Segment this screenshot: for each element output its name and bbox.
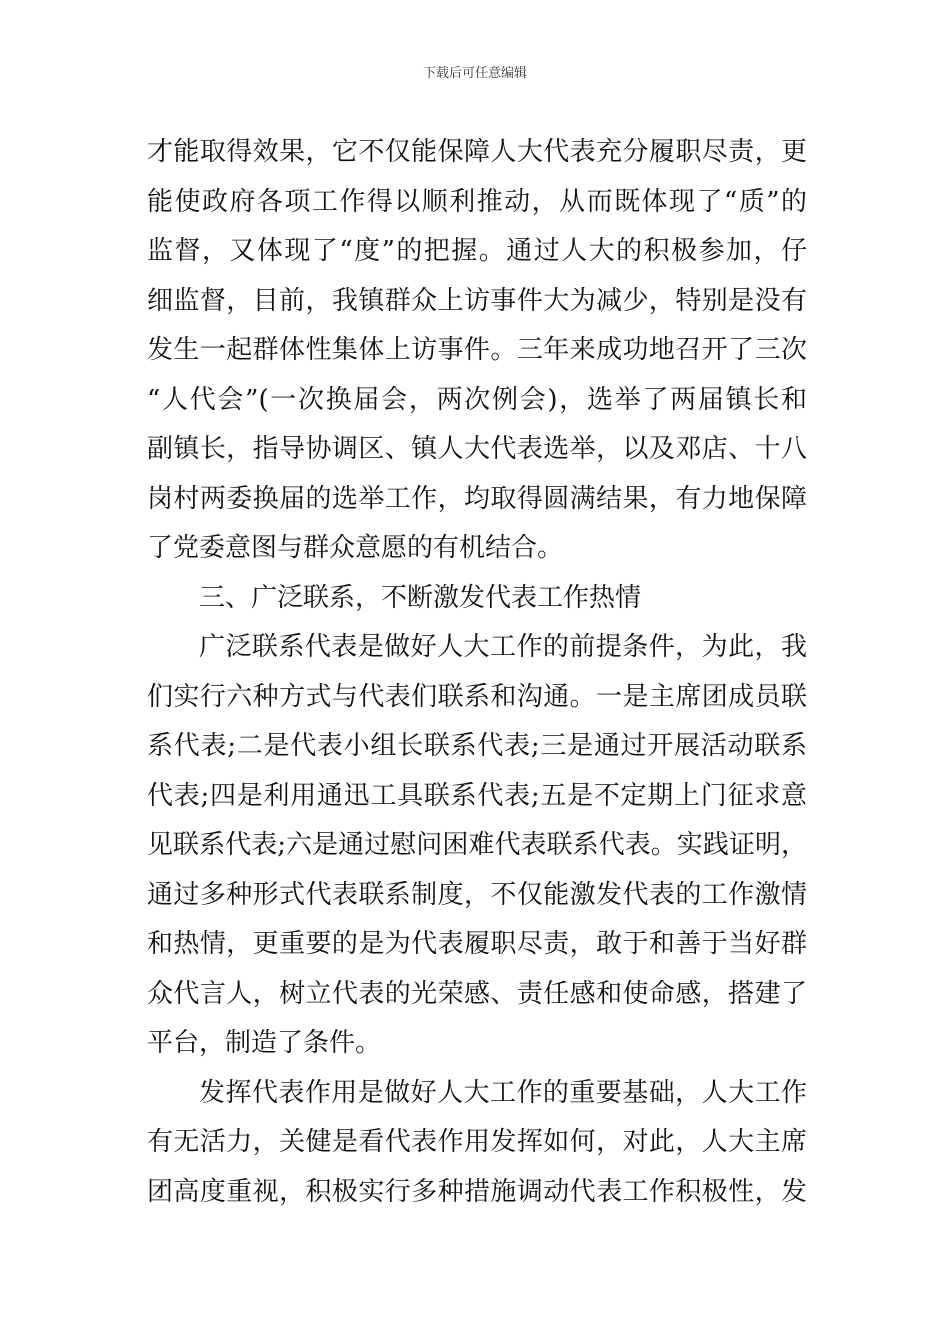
section-heading: 三、广泛联系，不断激发代表工作热情 bbox=[199, 582, 642, 613]
body-line: 见联系代表;六是通过慰问困难代表联系代表。实践证明， bbox=[147, 830, 807, 860]
paragraph-first-line: 广泛联系代表是做好人大工作的前提条件，为此，我 bbox=[199, 632, 807, 662]
body-line: 监督，又体现了“度”的把握。通过人大的积极参加，仔 bbox=[147, 236, 807, 266]
body-line: 们实行六种方式与代表们联系和沟通。一是主席团成员联 bbox=[147, 681, 807, 712]
paragraph-end-line: 平台，制造了条件。 bbox=[147, 1028, 382, 1058]
body-line: 团高度重视，积极实行多种措施调动代表工作积极性，发 bbox=[147, 1176, 807, 1207]
body-line: 副镇长，指导协调区、镇人大代表选举，以及邓店、十八 bbox=[147, 434, 807, 464]
body-line: 众代言人，树立代表的光荣感、责任感和使命感，搭建了 bbox=[147, 978, 807, 1009]
paragraph-end-line: 了党委意图与群众意愿的有机结合。 bbox=[147, 533, 564, 563]
body-line: 岗村两委换届的选举工作，均取得圆满结果，有力地保障 bbox=[147, 483, 807, 514]
body-line: 发生一起群体性集体上访事件。三年来成功地召开了三次 bbox=[147, 335, 807, 365]
body-line: 才能取得效果，它不仅能保障人大代表充分履职尽责，更 bbox=[147, 137, 807, 167]
page-header: 下载后可任意编辑 bbox=[422, 66, 527, 81]
body-line: 代表;四是利用通迅工具联系代表;五是不定期上门征求意 bbox=[147, 780, 807, 811]
body-line: 通过多种形式代表联系制度，不仅能激发代表的工作激情 bbox=[147, 879, 807, 910]
body-line: 和热情，更重要的是为代表履职尽责，敢于和善于当好群 bbox=[147, 929, 807, 959]
body-line: 系代表;二是代表小组长联系代表;三是通过开展活动联系 bbox=[147, 731, 807, 761]
paragraph-first-line: 发挥代表作用是做好人大工作的重要基础，人大工作 bbox=[199, 1077, 807, 1108]
body-line: “人代会”(一次换届会，两次例会)，选举了两届镇长和 bbox=[147, 384, 807, 415]
document-body bbox=[147, 128, 807, 1217]
body-line: 有无活力，关健是看代表作用发挥如何，对此，人大主席 bbox=[147, 1127, 807, 1157]
body-line: 能使政府各项工作得以顺利推动，从而既体现了“质”的 bbox=[147, 186, 807, 217]
body-line: 细监督，目前，我镇群众上访事件大为减少，特别是没有 bbox=[147, 285, 807, 316]
